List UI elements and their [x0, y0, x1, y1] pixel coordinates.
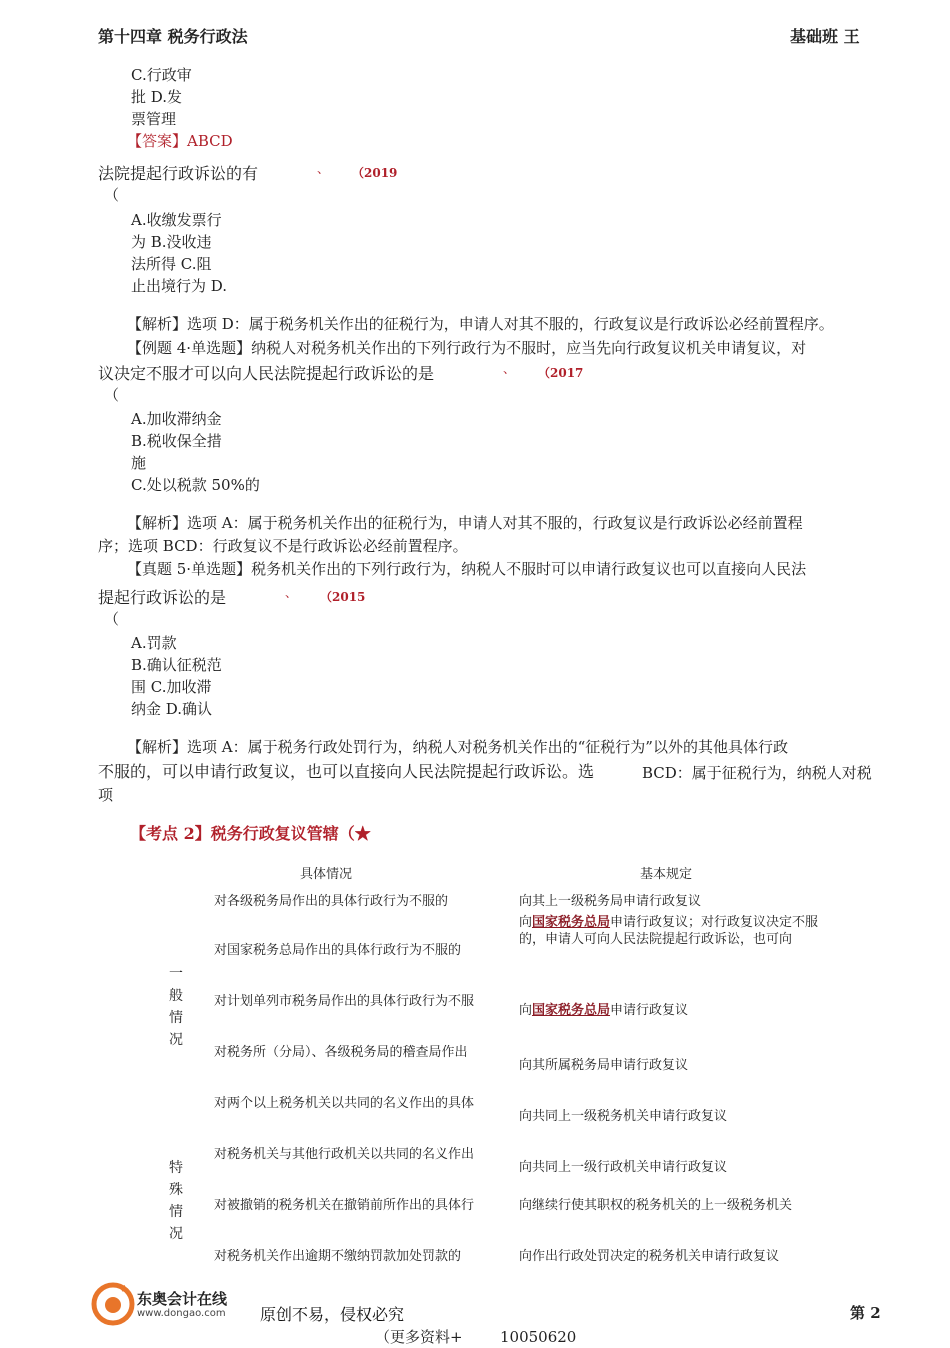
option-line: 纳金 D.确认 [131, 700, 213, 718]
table-cell-rule: 向共同上一级行政机关申请行政复议 [519, 1160, 728, 1175]
partial-line: 项 [98, 786, 114, 804]
option-line: 法所得 C.阻 [131, 255, 212, 273]
paren: （ [104, 186, 120, 204]
paren: （ [104, 610, 120, 628]
option-line: B.税收保全措 [131, 432, 222, 450]
table-row: 向作出行政处罚决定的税务机关申请行政复议 [519, 1249, 780, 1264]
table-row: 对税务机关作出逾期不缴纳罚款加处罚款的 [214, 1249, 462, 1264]
option-line: A.加收滞纳金 [131, 410, 222, 428]
analysis-text: 不服的，可以申请行政复议，也可以直接向人民法院提起行政诉讼。选 [98, 762, 595, 781]
table-cell-situation: 对被撤销的税务机关在撤销前所作出的具体行 [214, 1198, 475, 1213]
link-state-tax-admin[interactable]: 国家税务总局 [532, 1003, 611, 1018]
option-line: 止出境行为 D. [131, 277, 228, 295]
year-tag: （2015 [320, 590, 366, 604]
group-label-general: 一般情况 [169, 966, 183, 1048]
mark: 、 [317, 162, 330, 176]
option-line: 批 D.发 [131, 88, 183, 106]
option-line: A.罚款 [131, 634, 177, 652]
partial-line: BCD：属于征税行为，纳税人对税 [642, 764, 872, 782]
option-line: C.行政审 [131, 66, 192, 84]
option-line: 票管理 [131, 110, 177, 128]
analysis-text: 序；选项 BCD：行政复议不是行政诉讼必经前置程序。 [98, 537, 468, 555]
footer-slogan: 原创不易，侵权必究 [260, 1305, 405, 1324]
header-right: 基础班 王 [790, 27, 860, 46]
year-tag: （2017 [538, 366, 584, 380]
logo-mark [92, 1283, 134, 1325]
option-line: 施 [131, 454, 147, 472]
link-state-tax-admin[interactable]: 国家税务总局 [532, 915, 611, 930]
table-cell-situation: 对两个以上税务机关以共同的名义作出的具体 [214, 1096, 475, 1111]
section-title: 【考点 2】税务行政复议管辖（★ [130, 824, 371, 843]
year-tag: （2019 [352, 166, 398, 180]
question-text: 议决定不服才可以向人民法院提起行政诉讼的是 [98, 364, 435, 383]
logo-icon [92, 1283, 134, 1325]
option-line: B.确认征税范 [131, 656, 222, 674]
analysis-text: 【解析】选项 D：属于税务机关作出的征税行为，申请人对其不服的，行政复议是行政诉讼必经前置程序。 [127, 315, 834, 333]
table-row: 对各级税务局作出的具体行政行为不服的 [214, 894, 449, 909]
table-cell-rule: 向国家税务总局申请行政复议；对行政复议决定不服的，申请人可向人民法院提起行政诉讼，也可向 [519, 915, 819, 947]
logo-url: www.dongao.com [137, 1308, 226, 1319]
table-header-rule: 基本规定 [640, 867, 693, 882]
table-cell-rule: 向继续行使其职权的税务机关的上一级税务机关 [519, 1198, 793, 1213]
partial-line: 【例题 4·单选题】纳税人对税务机关作出的下列行政行为不服时，应当先向行政复议机关申请复议，对 [127, 339, 807, 357]
table-cell-situation: 对税务所（分局）、各级税务局的稽查局作出 [214, 1045, 468, 1060]
mark: 、 [285, 586, 298, 600]
table-row: 向其上一级税务局申请行政复议 [519, 894, 702, 909]
option-line: 围 C.加收滞 [131, 678, 212, 696]
group-label-special: 特殊情况 [169, 1160, 183, 1242]
table-cell-rule: 向国家税务总局申请行政复议 [519, 1003, 689, 1018]
option-line: A.收缴发票行 [131, 211, 222, 229]
footer-number: 10050620 [500, 1328, 577, 1346]
table-cell-rule: 向共同上一级税务机关申请行政复议 [519, 1109, 728, 1124]
option-line: 为 B.没收违 [131, 233, 212, 251]
header-left: 第十四章 税务行政法 [98, 27, 248, 46]
partial-line: 【解析】选项 A：属于税务行政处罚行为，纳税人对税务机关作出的“征税行为”以外的其他具体行政 [127, 738, 788, 756]
paren: （ [104, 386, 120, 404]
partial-line: 【真题 5·单选题】税务机关作出的下列行政行为，纳税人不服时可以申请行政复议也可以直接向人民法 [127, 560, 807, 578]
answer-label: 【答案】ABCD [127, 132, 233, 150]
table-cell-situation: 对计划单列市税务局作出的具体行政行为不服 [214, 994, 475, 1009]
footer-more: （更多资料+ [375, 1328, 463, 1346]
question-text: 提起行政诉讼的是 [98, 588, 227, 607]
page-number: 第 2 [850, 1304, 881, 1322]
table-cell-situation: 对国家税务总局作出的具体行政行为不服的 [214, 943, 462, 958]
logo-name: 东奥会计在线 [137, 1290, 228, 1308]
table-cell-rule: 向其所属税务局申请行政复议 [519, 1058, 689, 1073]
analysis-text: 【解析】选项 A：属于税务机关作出的征税行为，申请人对其不服的，行政复议是行政诉讼必经前置程 [127, 514, 803, 532]
mark: 、 [503, 362, 516, 376]
table-header-situation: 具体情况 [300, 867, 353, 882]
question-text: 法院提起行政诉讼的有 [98, 164, 259, 183]
option-line: C.处以税款 50%的 [131, 476, 260, 494]
table-cell-situation: 对税务机关与其他行政机关以共同的名义作出 [214, 1147, 475, 1162]
